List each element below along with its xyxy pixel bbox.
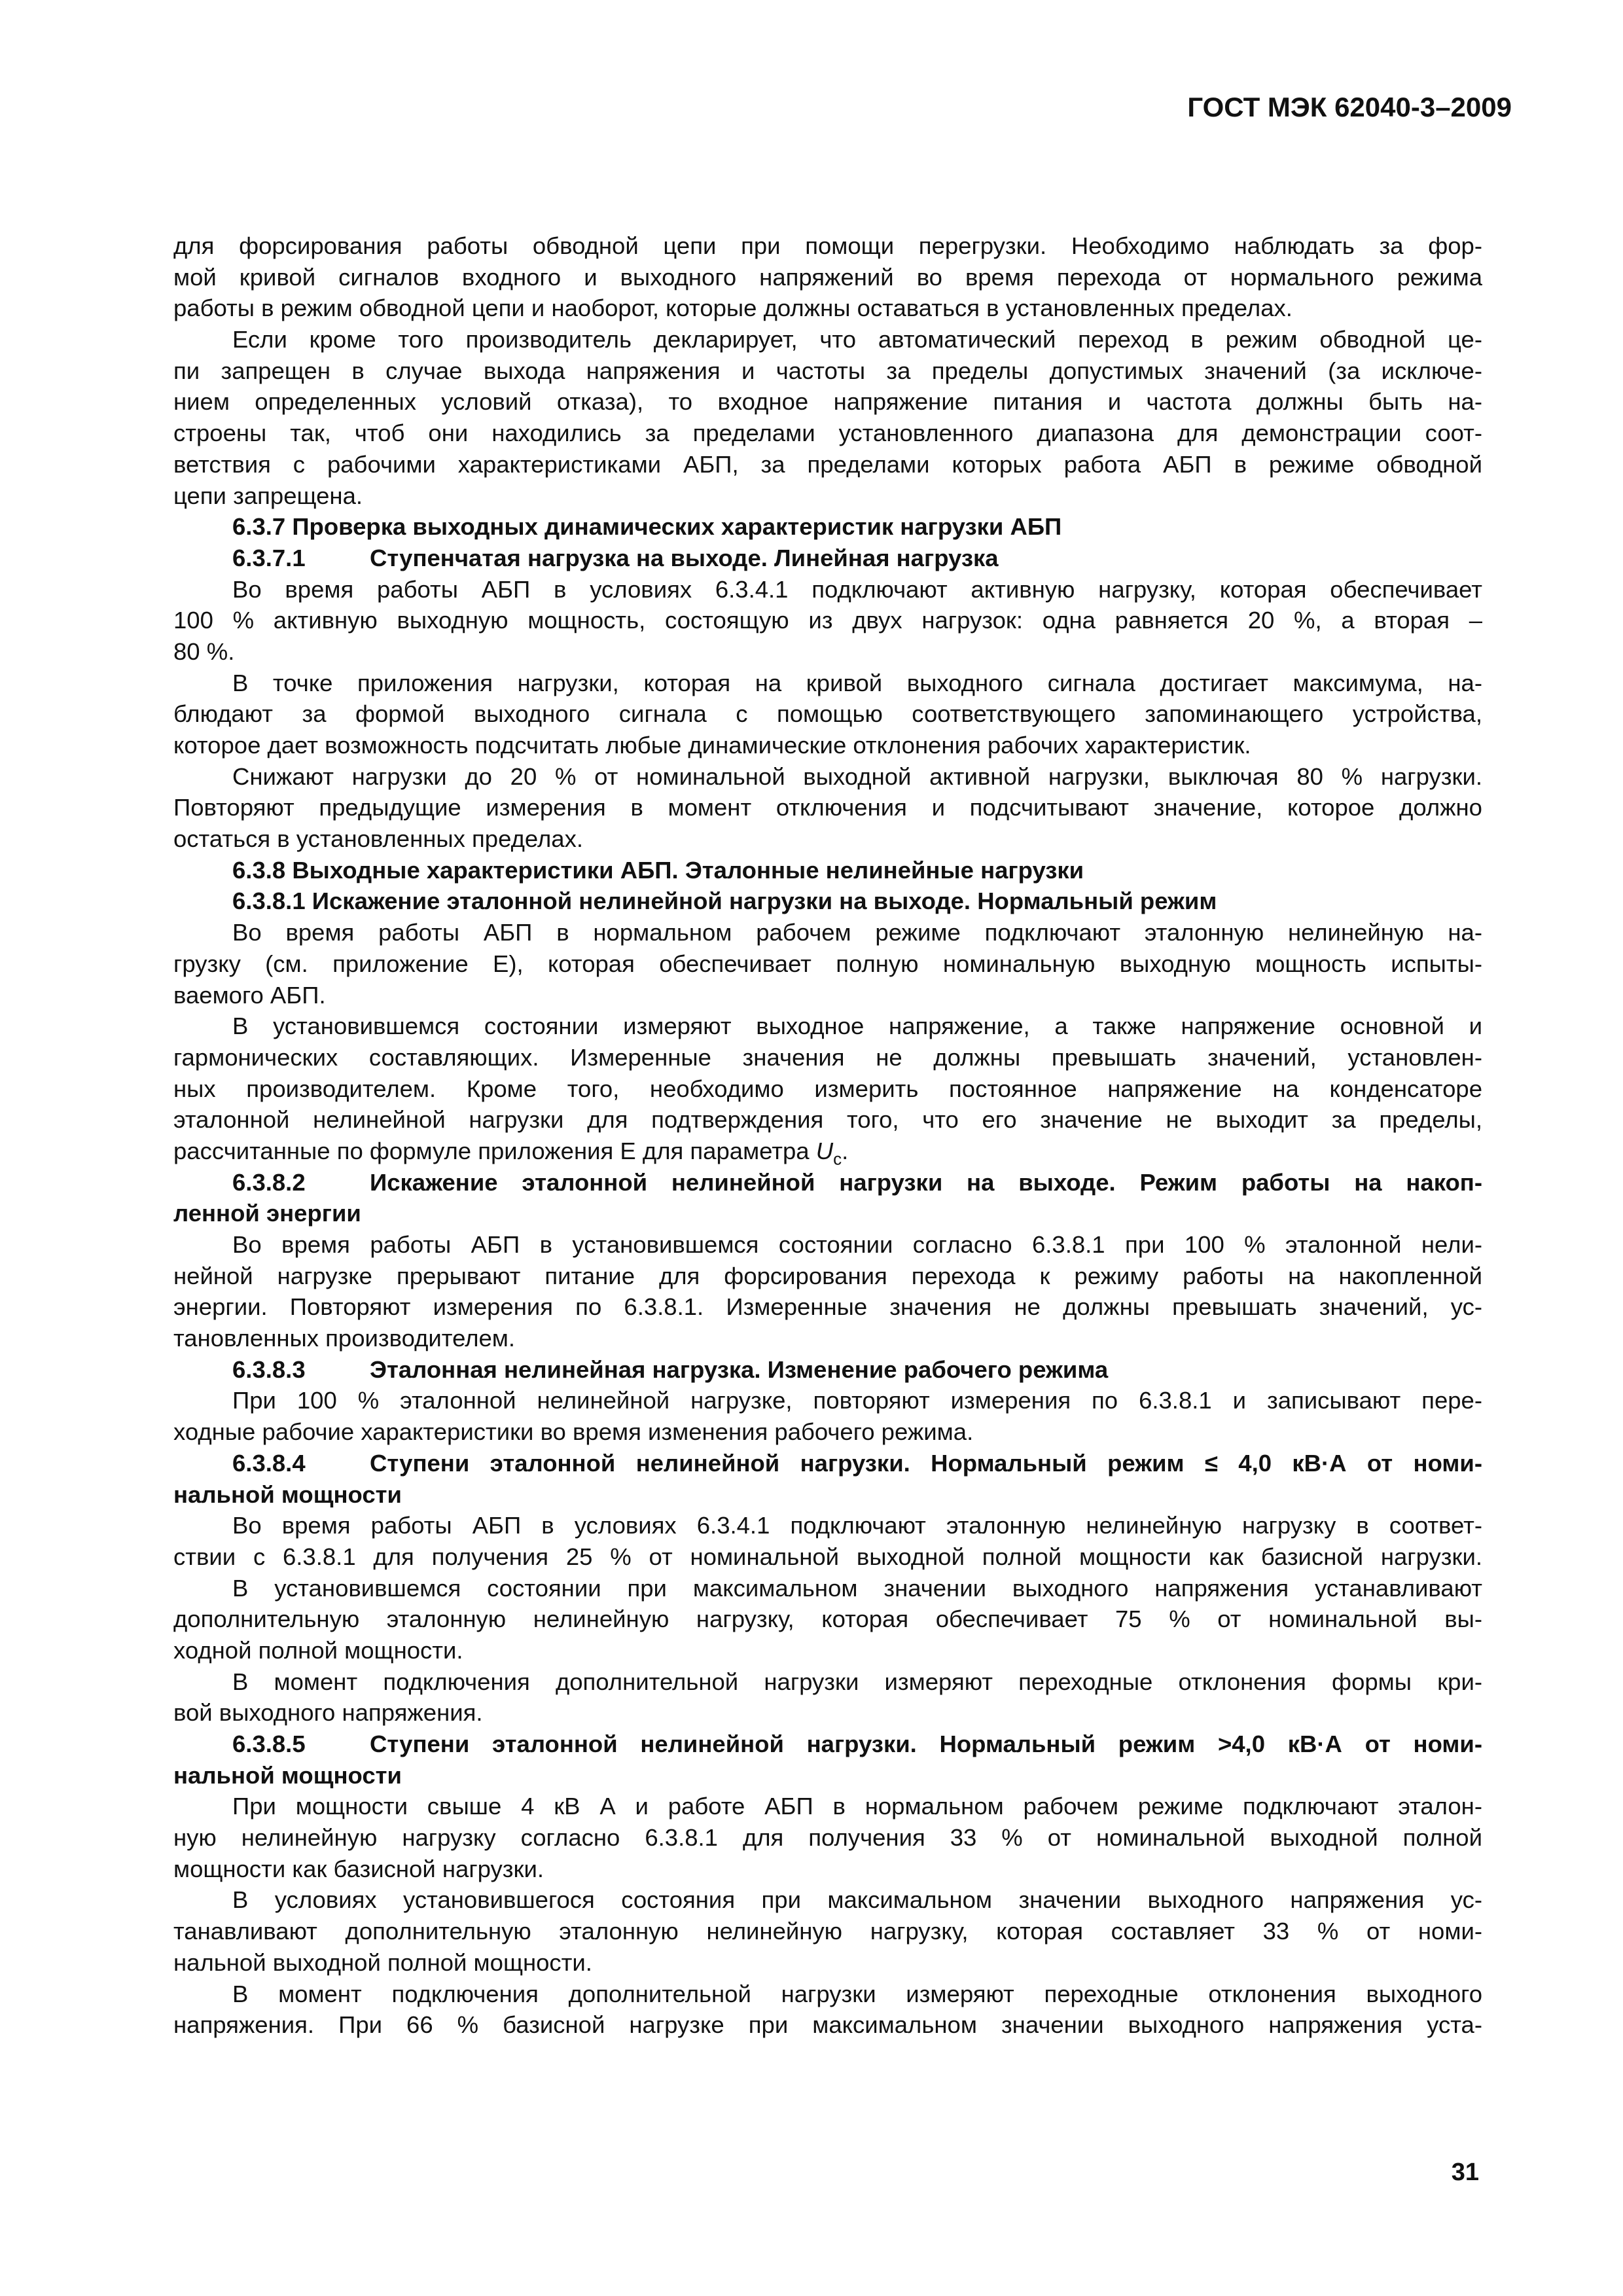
text-line — [173, 823, 1482, 855]
line-text: ствии с 6.3.8.1 для получения 25 % от номинальной выходной полной мощности как базисной нагрузки. — [173, 1543, 1482, 1570]
line-text: При 100 % эталонной нелинейной нагрузке, повторяют измерения по 6.3.8.1 и записывают пере- — [232, 1387, 1482, 1414]
line-text: 100 % активную выходную мощность, состоящую из двух нагрузок: одна равняется 20 %, а вторая – — [173, 607, 1482, 634]
text-line — [173, 668, 1482, 699]
text-line — [173, 1261, 1482, 1292]
line-text: работы в режим обводной цепи и наоборот, которые должны оставаться в установленных пределах. — [173, 295, 1293, 322]
line-text: Если кроме того производитель декларирует, что автоматический переход в режим обводной це- — [232, 326, 1482, 353]
line-text: Во время работы АБП в нормальном рабочем режиме подключают эталонную нелинейную на- — [232, 919, 1482, 946]
text-line — [173, 1916, 1482, 1947]
symbol-subscript: c — [833, 1149, 842, 1167]
line-text: В установившемся состоянии при максимальном значении выходного напряжения устанавливают — [232, 1574, 1482, 1602]
text-line — [173, 1416, 1482, 1448]
line-text: ваемого АБП. — [173, 981, 326, 1009]
page-number: 31 — [1451, 2159, 1479, 2186]
line-text: строены так, чтоб они находились за пределами установленного диапазона для демонстрации соот- — [173, 420, 1482, 447]
section-title: Эталонная нелинейная нагрузка. Изменение рабочего режима — [370, 1355, 1109, 1383]
section-number: 6.3.7.1 — [232, 544, 306, 571]
section-number: 6.3.8.5 — [232, 1731, 306, 1757]
text-line — [173, 1291, 1482, 1323]
line-text: 80 %. — [173, 637, 235, 665]
text-line — [173, 418, 1482, 449]
line-text: цепи запрещена. — [173, 482, 363, 509]
line-text: рассчитанные по формуле приложения Е для параметра — [173, 1137, 816, 1164]
text-line — [173, 1635, 1482, 1666]
line-text: мощности как базисной нагрузки. — [173, 1855, 544, 1882]
section-heading-line — [173, 1167, 1482, 1198]
line-text: дополнительную эталонную нелинейную нагрузку, которая обеспечивает 75 % от номинальной вы- — [173, 1605, 1482, 1633]
section-number: 6.3.8.2 — [232, 1168, 306, 1196]
text-line — [173, 1573, 1482, 1604]
text-line — [173, 980, 1482, 1011]
line-text: 6.3.8.1 Искажение эталонной нелинейной нагрузки на выходе. Нормальный режим — [232, 888, 1217, 915]
line-text: ветствия с рабочими характеристиками АБП, за пределами которых работа АБП в режиме обводной — [173, 450, 1482, 478]
text-line — [173, 1884, 1482, 1916]
section-heading-line — [173, 1448, 1482, 1479]
line-text: мой кривой сигналов входного и выходного напряжений во время перехода от нормального режима — [173, 263, 1482, 291]
text-line — [173, 636, 1482, 668]
text-line — [173, 355, 1482, 387]
line-text: ходной полной мощности. — [173, 1636, 463, 1664]
text-line — [173, 730, 1482, 761]
section-number: 6.3.8.4 — [232, 1449, 306, 1477]
text-line — [173, 262, 1482, 293]
text-line — [173, 1229, 1482, 1261]
document-body — [173, 230, 1482, 2041]
text-line — [173, 917, 1482, 948]
text-line — [173, 1385, 1482, 1416]
text-line — [173, 1822, 1482, 1854]
line-text: Повторяют предыдущие измерения в момент отключения и подсчитывают значение, которое должно — [173, 794, 1482, 821]
line-text: В момент подключения дополнительной нагрузки измеряют переходные отклонения выходного — [232, 1980, 1482, 2007]
text-line — [173, 605, 1482, 636]
line-text: энергии. Повторяют измерения по 6.3.8.1. Измеренные значения не должны превышать значений, ус- — [173, 1293, 1482, 1321]
text-line — [173, 2009, 1482, 2041]
line-text: В момент подключения дополнительной нагрузки измеряют переходные отклонения формы кри- — [232, 1668, 1482, 1695]
section-number: 6.3.8.3 — [232, 1355, 306, 1383]
text-line — [173, 1666, 1482, 1698]
line-text: Во время работы АБП в установившемся состоянии согласно 6.3.8.1 при 100 % эталонной нели- — [232, 1231, 1482, 1258]
line-text: напряжения. При 66 % базисной нагрузке при максимальном значении выходного напряжения уста- — [173, 2011, 1482, 2039]
text-line — [173, 698, 1482, 730]
line-text: В точке приложения нагрузки, которая на кривой выходного сигнала достигает максимума, на- — [232, 669, 1482, 696]
line-text: вой выходного напряжения. — [173, 1699, 483, 1727]
text-line — [173, 1541, 1482, 1573]
line-text: Во время работы АБП в условиях 6.3.4.1 подключают активную нагрузку, которая обеспечивает — [232, 575, 1482, 603]
line-text: пи запрещен в случае выхода напряжения и частоты за пределы допустимых значений (за исключе- — [173, 357, 1482, 384]
text-line — [173, 574, 1482, 605]
text-line — [173, 1854, 1482, 1885]
text-line — [173, 1697, 1482, 1729]
line-text: В условиях установившегося состояния при максимальном значении выходного напряжения ус- — [232, 1886, 1482, 1914]
text-line — [173, 1323, 1482, 1354]
text-line — [173, 1604, 1482, 1635]
text-line — [173, 386, 1482, 418]
text-line — [173, 449, 1482, 480]
line-text: ных производителем. Кроме того, необходимо измерить постоянное напряжение на конденсаторе — [173, 1075, 1482, 1102]
text-line — [173, 948, 1482, 980]
line-text: 6.3.7 Проверка выходных динамических характеристик нагрузки АБП — [232, 513, 1062, 541]
line-text: нейной нагрузке прерывают питание для форсирования перехода к режиму работы на накопленной — [173, 1262, 1482, 1289]
text-line — [173, 1011, 1482, 1042]
line-text: эталонной нелинейной нагрузки для подтверждения того, что его значение не выходит за пределы, — [173, 1106, 1482, 1134]
heading-line — [173, 855, 1482, 886]
line-text: 6.3.8 Выходные характеристики АБП. Эталонные нелинейные нагрузки — [232, 856, 1084, 884]
line-text: танавливают дополнительную эталонную нелинейную нагрузку, которая составляет 33 % от номи- — [173, 1918, 1482, 1945]
line-text: нальной мощности — [173, 1480, 402, 1508]
line-text: Снижают нагрузки до 20 % от номинальной выходной активной нагрузки, выключая 80 % нагрузки. — [232, 762, 1482, 790]
text-line — [173, 1073, 1482, 1105]
line-text: остаться в установленных пределах. — [173, 825, 583, 853]
section-title: Ступенчатая нагрузка на выходе. Линейная нагрузка — [370, 544, 999, 571]
line-text: ходные рабочие характеристики во время изменения рабочего режима. — [173, 1418, 974, 1446]
section-title: Ступени эталонной нелинейной нагрузки. Нормальный режим >4,0 кВ·А от номи- — [370, 1731, 1482, 1757]
heading-line — [173, 886, 1482, 917]
text-line — [173, 1791, 1482, 1822]
text-line — [173, 1136, 1482, 1167]
text-line — [173, 230, 1482, 262]
text-line — [173, 1510, 1482, 1541]
line-text: При мощности свыше 4 кВ А и работе АБП в нормальном рабочем режиме подключают эталон- — [232, 1793, 1482, 1820]
line-text: ную нелинейную нагрузку согласно 6.3.8.1 для получения 33 % от номинальной выходной полной — [173, 1824, 1482, 1852]
heading-line — [173, 1760, 1482, 1791]
line-text: нием определенных условий отказа), то входное напряжение питания и частота должны быть на- — [173, 388, 1482, 416]
line-text: Во время работы АБП в условиях 6.3.4.1 подключают эталонную нелинейную нагрузку в соответ- — [232, 1512, 1482, 1539]
line-text: В установившемся состоянии измеряют выходное напряжение, а также напряжение основной и — [232, 1013, 1482, 1040]
text-line — [173, 480, 1482, 512]
heading-line — [173, 1198, 1482, 1229]
line-text: блюдают за формой выходного сигнала с помощью соответствующего запоминающего устройства, — [173, 700, 1482, 728]
section-title: Ступени эталонной нелинейной нагрузки. Нормальный режим ≤ 4,0 кВ·А от номи- — [370, 1449, 1482, 1477]
text-line — [173, 792, 1482, 823]
section-heading-line — [173, 1354, 1482, 1386]
line-text: нальной мощности — [173, 1761, 402, 1789]
line-text: грузку (см. приложение Е), которая обеспечивает полную номинальную выходную мощность испыты- — [173, 950, 1482, 977]
heading-line — [173, 511, 1482, 543]
document-header: ГОСТ МЭК 62040-3–2009 — [1187, 92, 1512, 122]
section-heading-line — [173, 1729, 1482, 1760]
heading-line — [173, 1479, 1482, 1511]
line-text: нальной выходной полной мощности. — [173, 1948, 592, 1976]
symbol-tail: . — [842, 1137, 849, 1164]
text-line — [173, 293, 1482, 324]
line-text: гармонических составляющих. Измеренные значения не должны превышать значений, установлен- — [173, 1043, 1482, 1071]
line-text: тановленных производителем. — [173, 1325, 516, 1352]
text-line — [173, 761, 1482, 793]
line-text: для форсирования работы обводной цепи при помощи перегрузки. Необходимо наблюдать за фор- — [173, 232, 1482, 259]
line-text: ленной энергии — [173, 1200, 361, 1227]
text-line — [173, 1042, 1482, 1073]
text-line — [173, 324, 1482, 355]
section-title: Искажение эталонной нелинейной нагрузки на выходе. Режим работы на накоп- — [370, 1168, 1482, 1196]
line-text: которое дает возможность подсчитать любые динамические отклонения рабочих характеристик. — [173, 732, 1251, 759]
symbol-u: U — [815, 1137, 834, 1164]
text-line — [173, 1947, 1482, 1979]
text-line — [173, 1979, 1482, 2010]
section-heading-line — [173, 543, 1482, 574]
text-line — [173, 1104, 1482, 1136]
